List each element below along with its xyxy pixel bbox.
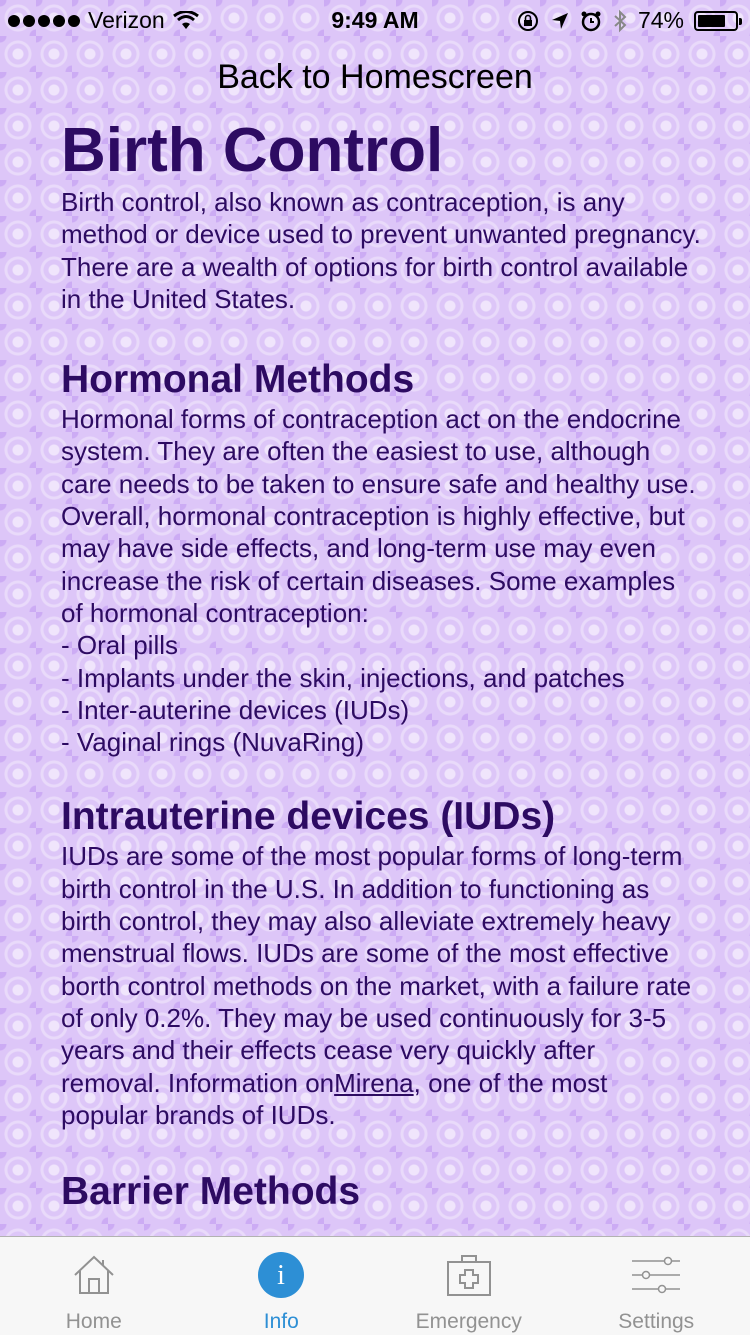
sliders-icon <box>632 1251 680 1299</box>
tab-info[interactable] <box>188 1237 376 1335</box>
svg-text:i: i <box>277 1260 285 1291</box>
home-icon <box>70 1251 118 1299</box>
rotation-lock-icon <box>516 9 540 33</box>
status-bar-right <box>516 7 738 34</box>
first-aid-icon <box>445 1251 493 1299</box>
tab-emergency-label: Emergency <box>375 1310 563 1334</box>
battery-icon <box>694 11 738 31</box>
list-item: - Oral pills <box>61 629 701 661</box>
section-heading-iuds: Intrauterine devices (IUDs) <box>61 794 701 840</box>
status-bar <box>0 0 750 40</box>
tab-settings[interactable] <box>563 1237 750 1335</box>
section-heading-barrier: Barrier Methods <box>61 1169 701 1215</box>
battery-fill <box>698 15 725 27</box>
bluetooth-icon <box>612 9 628 33</box>
iud-paragraph-text-after: , one of the most popular brands of IUDs. <box>61 1068 607 1130</box>
tab-home-label: Home <box>0 1310 188 1334</box>
list-item: - Vaginal rings (NuvaRing) <box>61 726 701 758</box>
alarm-icon <box>580 10 602 32</box>
iud-paragraph <box>61 840 701 1131</box>
carrier-name: Verizon <box>88 7 165 34</box>
list-item: - Inter-auterine devices (IUDs) <box>61 694 701 726</box>
page-title: Birth Control <box>61 116 701 186</box>
iud-paragraph-text: IUDs are some of the most popular forms of long-term birth control in the U.S. In addition to functioning as birth control, they may also alleviate extremely heavy menstrual flows. IUDs are some of the most effective borth control methods on the market, with a failure rate of only 0.2%. They may be used continuously for 3-5 years and their effects cease very quickly after removal. Information on <box>61 841 691 1097</box>
mirena-link[interactable]: Mirena <box>334 1068 413 1098</box>
tab-bar <box>0 1236 750 1335</box>
status-time: 9:49 AM <box>0 7 750 34</box>
list-item: - Implants under the skin, injections, and patches <box>61 662 701 694</box>
tab-info-label: Info <box>188 1310 376 1334</box>
tab-emergency[interactable] <box>375 1237 563 1335</box>
article-content <box>61 116 701 1215</box>
tab-home[interactable] <box>0 1237 188 1335</box>
location-arrow-icon <box>550 11 570 31</box>
hormonal-paragraph: Hormonal forms of contraception act on the endocrine system. They are often the easiest to use, although care needs to be taken to ensure safe and healthy use. Overall, hormonal contraception is highly effective, but may have side effects, and long-term use may even increase the risk of certain diseases. Some examples of hormonal contraception: <box>61 403 701 629</box>
intro-paragraph: Birth control, also known as contraception, is any method or device used to prevent unwanted pregnancy. There are a wealth of options for birth control available in the United States. <box>61 186 701 315</box>
battery-percentage: 74% <box>638 7 684 34</box>
section-heading-hormonal: Hormonal Methods <box>61 357 701 403</box>
info-icon <box>257 1251 305 1299</box>
back-to-homescreen-link[interactable]: Back to Homescreen <box>0 58 750 97</box>
tab-settings-label: Settings <box>563 1310 750 1334</box>
